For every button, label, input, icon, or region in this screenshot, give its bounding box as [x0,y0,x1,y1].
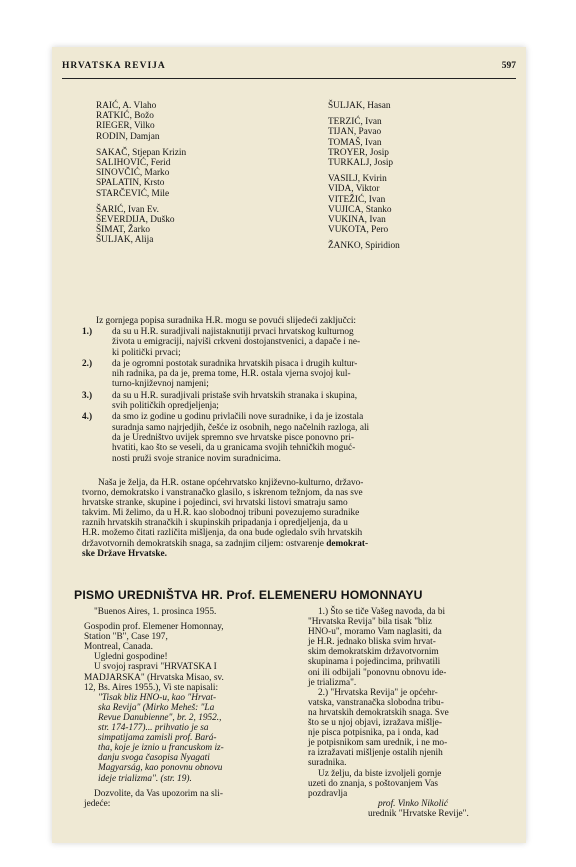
text-line: svih političkih opredjeljenja; [112,401,219,412]
contributor-name: VUKOTA, Pero [328,225,389,236]
text-line: pozdravlja [308,788,348,799]
contributor-name: TOMAŠ, Ivan [328,137,382,148]
text-line: na hrvatskih demokratskih snaga. Sve [308,707,449,718]
letter-heading: PISMO UREDNIŠTVA HR. Prof. ELEMENERU HOMONNAYU [74,588,423,602]
contributor-name: VITEŽIĆ, Ivan [328,194,386,205]
text-line: jedeće: [84,798,111,809]
bold-span: Države Hrvatske. [97,548,167,559]
conclusion-item [82,327,512,358]
quote-line: Magyarság, kao ponovnu obnovu [98,763,223,774]
quote-line: simpatijama zamisli prof. Bará- [98,733,217,744]
text-line: turno-književnoj namjeni; [112,379,209,390]
text-line: ra izražavati mišljenje ostalih njenih [308,748,443,759]
contributor-name: VUJICA, Stanko [328,204,392,215]
contributor-name: RIEGER, Vilko [96,121,155,132]
contributor-name: RAIĆ, A. Vlaho [96,101,157,111]
text-line: takvim. Mi želimo, da u H.R. kao slobodnoj tribuni povezujemo suradnike [82,508,360,519]
book-page [52,47,526,843]
salutation: Ugledni gospodine! [94,652,168,663]
contributor-name: TURKALJ, Josip [328,158,394,169]
contributor-name: SALIHOVIĆ, Ferid [96,158,171,169]
contributor-name: VIDA, Viktor [328,184,380,195]
contributor-name: RODIN, Damjan [96,131,160,142]
text-line: je H.R. jednako bliska svim hrvat- [308,637,436,648]
text-span: državotvornih demokratskih snaga, sa zadnjim ciljem: ostvarenje [82,538,324,549]
text-line: "Hrvatska Revija" bila tisak "bliz [308,617,432,628]
signature-name: prof. Vinko Nikolić [378,798,448,809]
text-line: Naša je želja, da H.R. ostane općehrvatsko književno-kulturno, državo- [98,478,364,488]
contributor-name: VASILJ, Kvirin [328,174,387,185]
page-number: 597 [501,61,516,71]
text-line: da je Uredništvo uvijek spremno sve hrvatske pisce ponovno pri- [112,432,354,443]
text-line: da je ogromni postotak suradnika hrvatskih pisaca i drugih kultur- [112,358,358,369]
text-line: H.R. možemo čitati različita mišljenja, da ona bude ogledalo svih hrvatskih [82,528,363,539]
text-line: hvatiti, kao što se veseli, da u granicama svojih tehničkih moguć- [112,443,356,454]
item-number: 2.) [82,358,93,369]
item-number: 3.) [82,390,93,401]
quote-line: tha, koje je iznio u francuskom iz- [98,743,224,754]
contributor-name: STARČEVIĆ, Mile [96,188,170,199]
contributor-name: TERZIĆ, Ivan [328,117,382,128]
quote-line: "Tisak bliz HNO-u, kao "Hrvat- [98,692,217,703]
item-number: 4.) [82,412,93,423]
contributor-name: VUKINA, Ivan [328,215,386,226]
contributor-name: ŠULJAK, Hasan [328,101,391,111]
text-line: HNO-u", moramo Vam naglasiti, da [308,627,442,638]
text-line: U svojoj raspravi "HRVATSKA I [94,662,217,673]
address-line: Montreal, Canada. [84,642,153,653]
text-line: skim demokratskim državotvornim [308,647,439,658]
contributor-name: ŠARIĆ, Ivan Ev. [96,204,159,215]
bold-span: ske [82,548,95,559]
text-line: suradnja samo najrjedjih, češće iz osobnih, nego načelnih razloga, ali [112,422,370,433]
quote-line: ska Revija" (Mirko Meheš: "La [98,702,215,713]
quote-line: str. 174-177)... prihvatio je sa [98,723,209,734]
conclusion-lead: Iz gornjega popisa suradnika H.R. mogu se povući slijedeći zaključci: [96,316,356,326]
address-line: Station "B", Case 197, [84,632,168,643]
contributor-name: SINOVČIĆ, Marko [96,168,170,179]
text-line [82,549,512,559]
text-line: oni ili odbijali "ponovnu obnovu ide- [308,667,447,678]
text-line: uzeti do znanja, s poštovanjem Vas [308,778,438,789]
conclusion-item [82,359,512,390]
signature-role: urednik "Hrvatske Revije". [368,808,469,819]
header-rule [62,78,516,79]
text-line: hrvatske stranke, skupine i pojedinci, svi hrvatski listovi smatraju samo [82,498,348,509]
text-line: MADJARSKA" (Hrvatska Misao, sv. [84,672,224,683]
text-line [82,539,512,549]
contributor-name: SAKAČ, Stjepan Krizin [96,147,187,158]
letter-left-column [84,607,298,809]
quote-line: ideje trializma". (str. 19). [98,773,192,784]
conclusion-item [82,412,512,463]
text-line: da smo iz godine u godinu privlačili nove suradnike, i da je izostala [112,412,364,423]
contributor-name: TROYER, Josip [328,147,389,158]
text-line: nje pisca potpisnika, pa i onda, kad [308,728,439,739]
dateline: "Buenos Aires, 1. prosinca 1955. [94,607,217,617]
text-line: što se u njoj objavi, izražava mišlje- [308,718,442,729]
text-line: ki politički prvaci; [112,347,181,358]
closing-paragraph [82,478,512,559]
journal-title: HRVATSKA REVIJA [62,61,166,71]
text-line: Dozvolite, da Vas upozorim na sli- [94,788,223,799]
names-left-column [96,101,186,246]
text-line: nih radnika, pa da je, prema tome, H.R. ostala vjerna svojoj kul- [112,369,351,380]
conclusion-list [82,327,512,465]
quote-line: Revue Danubienne", br. 2, 1952., [98,712,222,723]
running-header [62,61,516,75]
text-line: suradnika. [308,758,347,769]
text-line: Uz želju, da biste izvoljeli gornje [318,768,442,779]
bold-span: demokrat- [326,538,369,549]
contributor-name: TIJAN, Pavao [328,127,382,138]
text-line: vatska, vanstranačka slobodna tribu- [308,697,444,708]
text-line: da su u H.R. suradjivali pristaše svih hrvatskih stranaka i skupina, [112,390,358,401]
quote-line: danju svoga časopisa Nyagati [98,753,210,764]
text-line: života u emigraciji, najviši crkveni dostojanstvenici, a dapače i ne- [112,337,361,348]
letter-right-column [308,607,518,819]
text-line: 2.) "Hrvatska Revija" je općehr- [318,687,438,698]
contributor-name: ŠIMAT, Žarko [96,225,151,236]
text-line: raznih hrvatskih stranačkih i skupinskih pripadanja i opredjeljenja, da u [82,518,348,529]
text-line: skupinama i pojedincima, prihvatili [308,657,441,668]
text-line: nosti pruži svoje stranice novim suradnicima. [112,453,281,464]
text-line: 1.) Što se tiče Vašeg navoda, da bi [318,607,446,617]
contributor-name: ŽANKO, Spiridion [328,241,400,252]
contributor-name: ŠULJAK, Alija [96,235,154,246]
contributor-name: RATKIĆ, Božo [96,111,154,122]
text-line: je potpisnikom sam urednik, i ne mo- [308,738,448,749]
text-line: 12, Bs. Aires 1955.), Vi ste napisali: [84,682,219,693]
text-line: da su u H.R. suradjivali najistaknutiji prvaci hrvatskog kulturnog [112,327,354,337]
text-line: tvorno, demokratsko i vanstranačko glasilo, s iskrenom težnjom, da nas sve [82,488,363,499]
contributor-name: ŠEVERDIJA, Duško [96,215,175,226]
address-line: Gospodin prof. Elemener Homonnay, [84,622,224,633]
item-number: 1.) [82,327,93,337]
contributor-name: SPALATIN, Krsto [96,178,165,189]
conclusion-item [82,391,512,412]
names-right-column [328,101,400,252]
text-line: je trializma". [308,677,357,688]
